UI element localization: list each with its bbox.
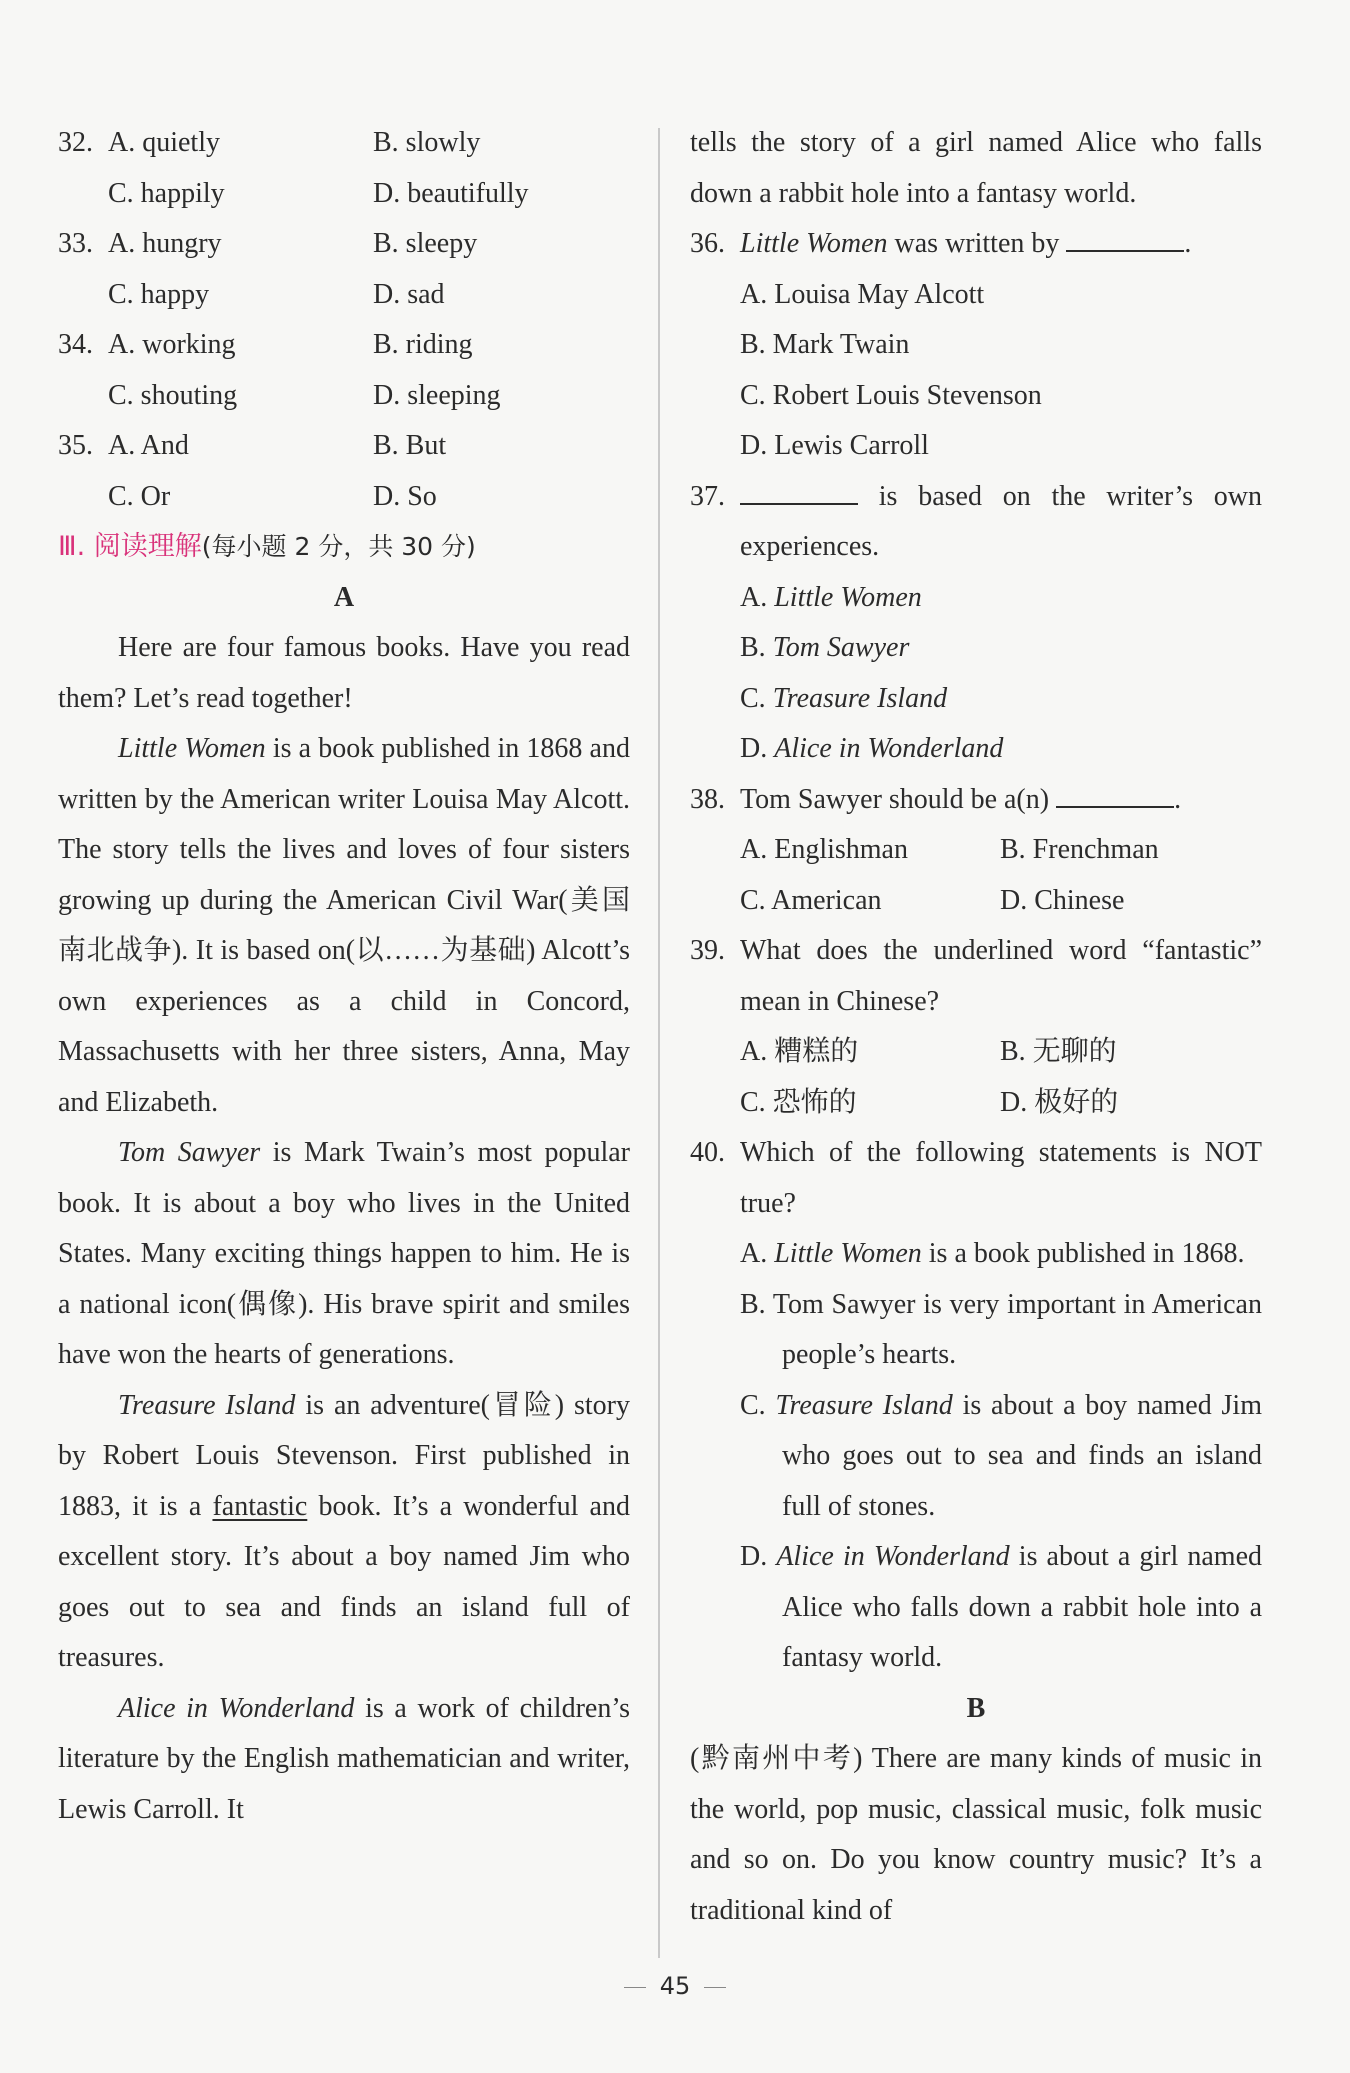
paragraph-text: There are many kinds of music in the world, pop music, classical music, folk music and so on. Do you know country music? It’s a traditional kind of: [690, 1743, 1262, 1926]
option-d: D. sad: [373, 278, 445, 310]
section-heading: [58, 522, 630, 573]
book-title: Treasure Island: [118, 1389, 296, 1421]
page-number: [0, 1972, 1350, 2000]
option-d: D. sleeping: [373, 379, 501, 411]
option-d: D. Lewis Carroll: [740, 430, 929, 461]
page-number-text: 45: [659, 1972, 691, 2000]
question-number: 40.: [690, 1137, 725, 1168]
question-37: [690, 472, 1262, 573]
dash-right: [704, 1987, 726, 1988]
paragraph-text: is an adventure(冒险) story by Robert Louis Stevenson. First published in 1883, it is a: [58, 1389, 631, 1522]
option-letter: C.: [740, 682, 773, 714]
book-title: Little Women: [740, 228, 888, 259]
question-38: [690, 775, 1262, 826]
options-cd: [690, 1078, 1262, 1129]
option-b: B. Tom Sawyer is very important in American people’s hearts.: [740, 1288, 1262, 1370]
cloze-question-34-cd: [58, 371, 630, 422]
option-d: D. Chinese: [1000, 884, 1125, 916]
question-36: [690, 219, 1262, 270]
options-cd: [690, 876, 1262, 927]
option-d: D. beautifully: [373, 177, 529, 209]
question-stem: What does the underlined word “fantastic” mean in Chinese?: [740, 935, 1262, 1017]
stem-text: Tom Sawyer should be a(n): [740, 783, 1050, 815]
option-a: A. 糟糕的: [740, 1036, 859, 1067]
book-title: Little Women: [118, 733, 266, 764]
options-ab: [690, 825, 1262, 876]
column-divider: [658, 128, 660, 1958]
option-text: Alice in Wonderland: [774, 733, 1004, 764]
paragraph-text: book. It’s a wonderful and excellent story. It’s about a boy named Jim who goes out to sea and finds an island full of treasures.: [58, 1490, 630, 1673]
question-number: 35.: [58, 430, 93, 461]
question-number: 38.: [690, 783, 725, 815]
option-b: B. slowly: [373, 127, 481, 158]
option-letter: A.: [740, 1238, 775, 1269]
option-c: [690, 674, 1262, 725]
book-title: Little Women: [774, 1238, 922, 1269]
passage-a-tom-sawyer: [58, 1128, 630, 1381]
question-number: 34.: [58, 329, 93, 360]
option-c: C. happy: [108, 278, 210, 310]
option-d: D. 极好的: [1000, 1086, 1119, 1118]
option-a: A. And: [108, 430, 189, 461]
passage-a-treasure-island: [58, 1381, 630, 1684]
question-number: 32.: [58, 127, 93, 158]
passage-a-alice-continued: tells the story of a girl named Alice who falls down a rabbit hole into a fantasy world.: [690, 127, 1262, 209]
option-c: C. shouting: [108, 379, 238, 411]
passage-a-alice: [58, 1684, 630, 1836]
left-column: [58, 118, 630, 1835]
passage-a-heading: A: [333, 581, 355, 613]
question-number: 37.: [690, 480, 725, 512]
cloze-question-32-cd: [58, 169, 630, 220]
option-a: [690, 1229, 1262, 1280]
option-text: Tom Sawyer: [772, 632, 910, 663]
answer-blank: [1066, 224, 1184, 252]
option-text: is about a boy named Jim who goes out to sea and finds an island full of stones.: [782, 1389, 1262, 1522]
question-stem: Little Women was written by .: [740, 219, 1262, 270]
option-a: A. hungry: [108, 228, 222, 259]
options-ab: [690, 1027, 1262, 1078]
option-a: [690, 573, 1262, 624]
book-title: Alice in Wonderland: [776, 1541, 1010, 1572]
option-c: C. Or: [108, 480, 171, 512]
question-number: 36.: [690, 228, 725, 259]
option-b: [690, 623, 1262, 674]
passage-b-heading: B: [966, 1692, 986, 1724]
option-c: C. 恐怖的: [740, 1086, 857, 1118]
dash-left: [624, 1987, 646, 1988]
option-letter: B.: [740, 632, 773, 663]
cloze-question-34: [58, 320, 630, 371]
question-number: 33.: [58, 228, 93, 259]
right-column: [690, 118, 1262, 1936]
paragraph-text: is a work of children’s literature by the English mathematician and writer, Lewis Carroll. It: [58, 1692, 631, 1825]
option-a: A. Englishman: [740, 834, 908, 865]
cloze-question-33: [58, 219, 630, 270]
answer-blank: [1056, 780, 1174, 808]
passage-a-intro: Here are four famous books. Have you read them? Let’s read together!: [58, 632, 630, 714]
question-stem: Tom Sawyer should be a(n) .: [740, 775, 1262, 826]
underlined-word: fantastic: [212, 1490, 308, 1522]
option-b: B. 无聊的: [1000, 1036, 1117, 1067]
option-text: is about a girl named Alice who falls down a rabbit hole into a fantasy world.: [782, 1541, 1263, 1673]
question-number: 39.: [690, 935, 725, 966]
option-text: Treasure Island: [772, 682, 948, 714]
option-b: B. Mark Twain: [740, 329, 910, 360]
option-letter: C.: [740, 1389, 776, 1421]
section-scoring: (每小题 2 分，共 30 分): [201, 532, 476, 561]
option-letter: D.: [740, 1541, 777, 1572]
option-letter: D.: [740, 733, 775, 764]
option-b: B. Frenchman: [1000, 834, 1159, 865]
section-title: Ⅲ. 阅读理解: [58, 531, 202, 562]
cloze-question-35: [58, 421, 630, 472]
cloze-question-35-cd: [58, 472, 630, 523]
passage-a-little-women: [58, 724, 630, 1128]
cloze-question-33-cd: [58, 270, 630, 321]
option-d: D. So: [373, 480, 437, 512]
option-b: B. sleepy: [373, 228, 478, 259]
question-stem: Which of the following statements is NOT true?: [740, 1137, 1262, 1219]
passage-b-intro: [690, 1734, 1262, 1936]
option-c: C. Robert Louis Stevenson: [740, 379, 1042, 411]
question-39: [690, 926, 1262, 1027]
cloze-question-32: [58, 118, 630, 169]
option-d: [690, 1532, 1262, 1684]
option-c: C. happily: [108, 177, 225, 209]
book-title: Tom Sawyer: [118, 1137, 261, 1168]
paragraph-text: is a book published in 1868 and written by the American writer Louisa May Alcott. The story tells the lives and loves of four sisters growing up during the American Civil War(美国南北战争). It is based on(以……为基础) Alcott’s own experiences as a child in Concord, Massachusetts with her three sisters, Anna, May and Elizabeth.: [58, 733, 630, 1118]
option-letter: A.: [740, 581, 775, 613]
option-text: Little Women: [774, 581, 922, 613]
stem-text: was written by: [887, 228, 1060, 259]
option-text: is a book published in 1868.: [921, 1238, 1245, 1269]
option-c: [690, 1381, 1262, 1533]
option-b: B. riding: [373, 329, 473, 360]
option-b: B. But: [373, 430, 447, 461]
option-a: A. working: [108, 329, 236, 360]
option-a: A. Louisa May Alcott: [740, 278, 985, 310]
answer-blank: [740, 477, 858, 505]
stem-text: is based on the writer’s own experiences.: [740, 480, 1262, 562]
source-label: (黔南州中考): [690, 1743, 863, 1774]
book-title: Treasure Island: [775, 1389, 953, 1421]
option-a: A. quietly: [108, 127, 220, 158]
question-stem: [740, 472, 1262, 573]
option-c: C. American: [740, 884, 882, 916]
paragraph-text: is Mark Twain’s most popular book. It is about a boy who lives in the United States. Many exciting things happen to him. He is a national icon(偶像). His brave spirit and smiles have won the hearts of generations.: [58, 1137, 630, 1370]
book-title: Alice in Wonderland: [118, 1692, 355, 1724]
option-d: [690, 724, 1262, 775]
question-40: [690, 1128, 1262, 1229]
